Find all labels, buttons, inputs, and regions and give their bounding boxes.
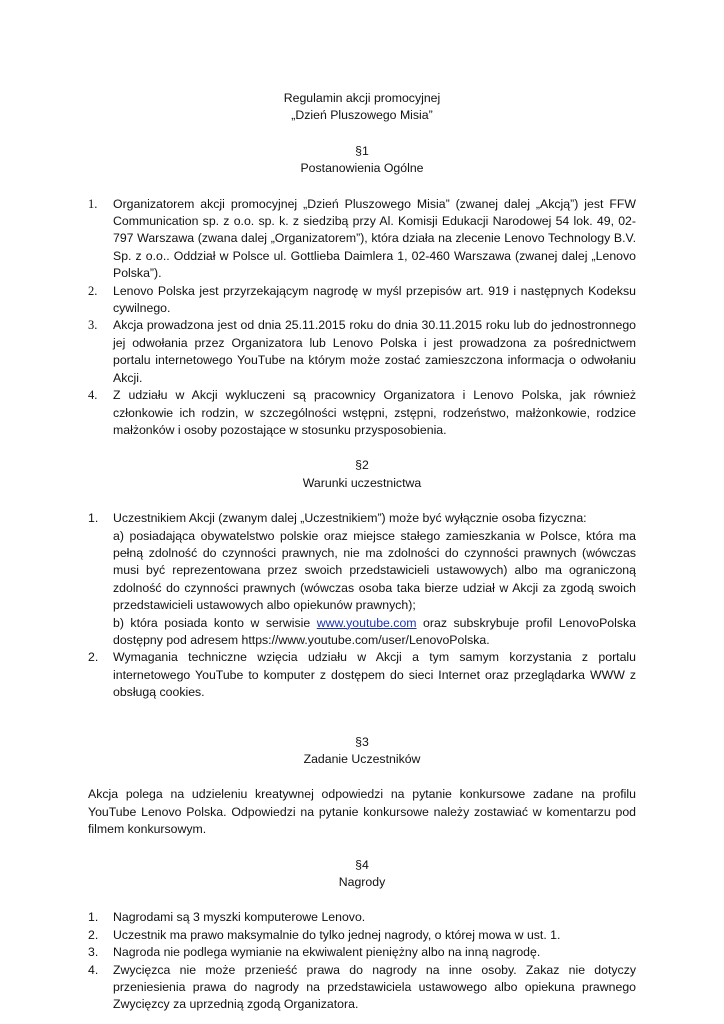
list-item: 1. Nagrodami są 3 myszki komputerowe Lenovo. — [88, 910, 366, 925]
section-1-list — [88, 196, 636, 440]
list-item: 2. Lenovo Polska jest przyrzekającym nagrodę w myśl przepisów art. 919 i następnych Kodeksu cywilnego. — [88, 283, 636, 316]
section-1-heading: Postanowienia Ogólne — [300, 161, 424, 176]
youtube-link[interactable]: www.youtube.com — [316, 615, 417, 630]
section-2-list — [88, 510, 636, 701]
title-line-1: Regulamin akcji promocyjnej — [283, 91, 441, 105]
section-1-number: §1 — [355, 143, 369, 158]
section-1-header — [88, 143, 636, 178]
title-line-2: „Dzień Pluszowego Misia” — [291, 108, 433, 123]
list-item: 3. Akcja prowadzona jest od dnia 25.11.2015 roku do dnia 30.11.2015 roku lub do jednostronnego jej odwołania przez Organizatora lub Lenovo Polska i jest prowadzona za pośrednictwem portalu internetowego YouTube na którym może zostać zamieszczona informacja o odwołaniu Akcji. — [88, 318, 636, 385]
section-3-heading: Zadanie Uczestników — [303, 752, 421, 766]
section-4-header — [88, 857, 636, 892]
section-3-text: Akcja polega na udzieleniu kreatywnej odpowiedzi na pytanie konkursowe zadane na profilu YouTube Lenovo Polska. Odpowiedzi na pytanie konkursowe należy zostawiać w komentarzu pod filmem konkursowym. — [88, 787, 636, 837]
list-item: 1. Uczestnikiem Akcji (zwanym dalej „Uczestnikiem”) może być wyłącznie osoba fizyczna: a) posiadająca obywatelstwo polskie oraz miejsce stałego zamieszkania w Polsce, która ma pełną zdolność do czynności prawnych, nie ma zdolności do czynności prawnych (wówczas musi być reprezentowana przez swoich przedstawicieli ustawowych) albo ma ograniczoną zdolność do czynności prawnych (wówczas osoba taka bierze udział w Akcji za zgodą swoich przedstawicieli ustawowych albo opiekunów prawnych); b) która posiada konto w serwisie www.youtube.com oraz subskrybuje profil LenovoPolska dostępny pod adresem https://www.youtube.com/user/LenovoPolska. — [88, 511, 636, 647]
section-4-heading: Nagrody — [338, 875, 386, 890]
list-item: 2. Uczestnik ma prawo maksymalnie do tylko jednej nagrody, o której mowa w ust. 1. — [88, 927, 561, 942]
list-item: 1. Organizatorem akcji promocyjnej „Dzień Pluszowego Misia” (zwanej dalej „Akcją”) jest FFW Communication sp. z o.o. sp. k. z siedzibą przy Al. Komisji Edukacji Narodowej 54 lok. 49, 02-797 Warszawa (zwana dalej „Organizatorem”), która działa na zlecenie Lenovo Technology B.V. Sp. z o.o.. Oddział w Polsce ul. Gottlieba Daimlera 1, 02-460 Warszawa (zwanej dalej „Lenovo Polska”). — [88, 196, 636, 281]
list-item: 3. Nagroda nie podlega wymianie na ekwiwalent pieniężny albo na inną nagrodę. — [88, 945, 541, 960]
list-item: 4. Zwycięzca nie może przenieść prawa do nagrody na inne osoby. Zakaz nie dotyczy przeniesienia prawa do nagrody na przedstawiciela ustawowego albo opiekuna prawnego Zwycięzcy za uprzednią zgodą Organizatora. — [88, 962, 636, 1012]
list-item: 2. Wymagania techniczne wzięcia udziału w Akcji a tym samym korzystania z portalu internetowego YouTube to komputer z dostępem do sieci Internet oraz przeglądarka WWW z obsługą cookies. — [88, 650, 636, 700]
section-2-number: §2 — [355, 458, 369, 473]
section-3-number: §3 — [355, 734, 369, 749]
section-4-list — [88, 909, 636, 1013]
document-title — [88, 90, 636, 125]
section-3-header — [88, 734, 636, 769]
section-2-header — [88, 457, 636, 492]
list-item: 4. Z udziału w Akcji wykluczeni są pracownicy Organizatora i Lenovo Polska, jak również członkowie ich rodzin, w szczególności wstępni, zstępni, rodzeństwo, małżonkowie, rodzice małżonków i osoby pozostające w stosunku przysposobienia. — [88, 388, 636, 437]
section-2-heading: Warunki uczestnictwa — [302, 475, 422, 490]
section-4-number: §4 — [355, 857, 369, 872]
